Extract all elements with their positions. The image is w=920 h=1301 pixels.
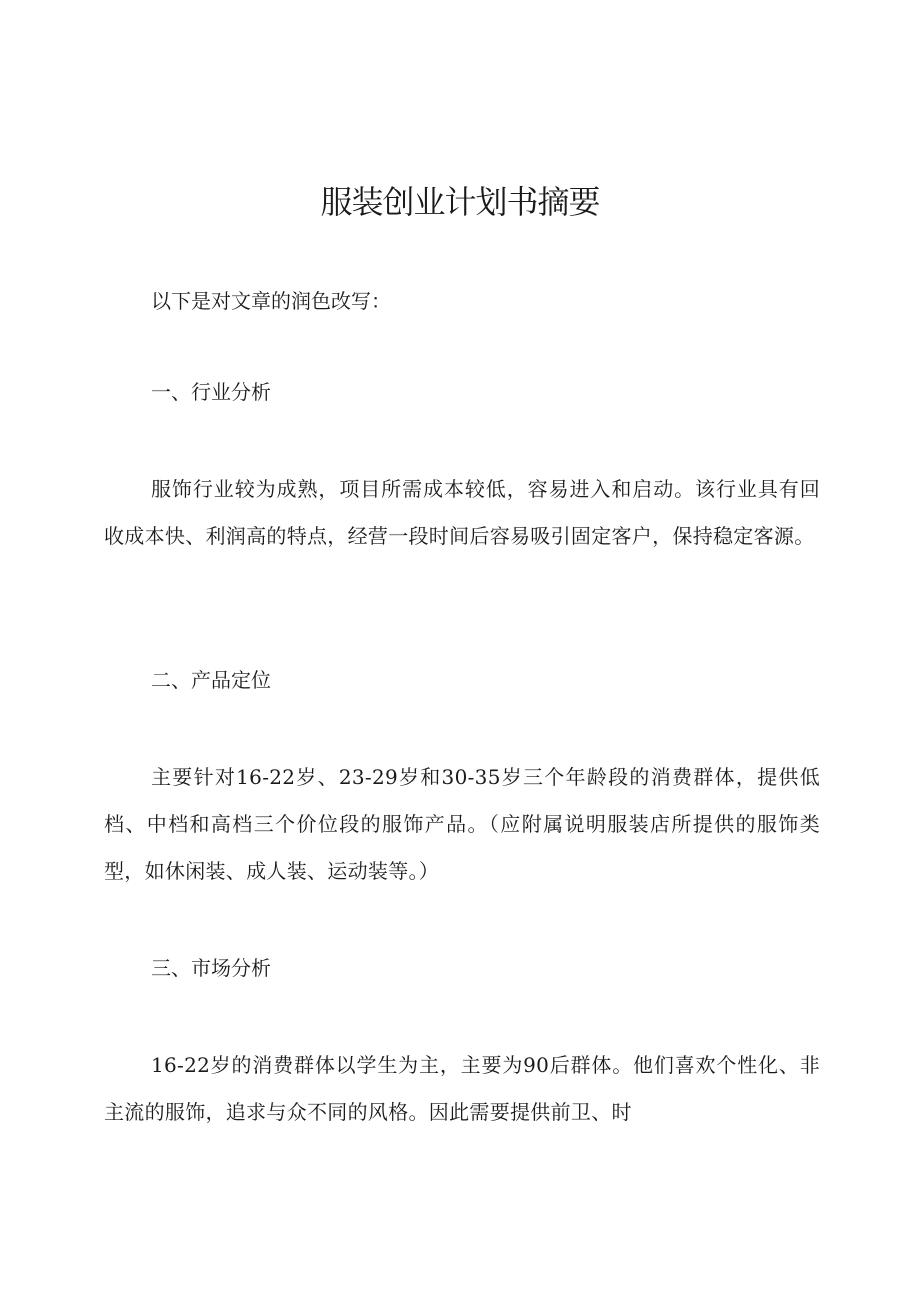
section-heading-product: 二、产品定位 (151, 668, 271, 692)
section-paragraph-market: 16-22岁的消费群体以学生为主，主要为90后群体。他们喜欢个性化、非主流的服饰，追求与众不同的风格。因此需要提供前卫、时 (104, 1053, 820, 1124)
document-title: 服装创业计划书摘要 (320, 183, 600, 221)
section-paragraph-industry: 服饰行业较为成熟，项目所需成本较低，容易进入和启动。该行业具有回收成本快、利润高的特点，经营一段时间后容易吸引固定客户，保持稳定客源。 (104, 477, 820, 548)
section-paragraph-product: 主要针对16-22岁、23-29岁和30-35岁三个年龄段的消费群体，提供低档、中档和高档三个价位段的服饰产品。（应附属说明服装店所提供的服饰类型，如休闲装、成人装、运动装等。） (104, 765, 820, 883)
intro-text: 以下是对文章的润色改写： (151, 289, 391, 313)
section-heading-market: 三、市场分析 (151, 956, 271, 980)
section-heading-industry: 一、行业分析 (151, 380, 271, 404)
